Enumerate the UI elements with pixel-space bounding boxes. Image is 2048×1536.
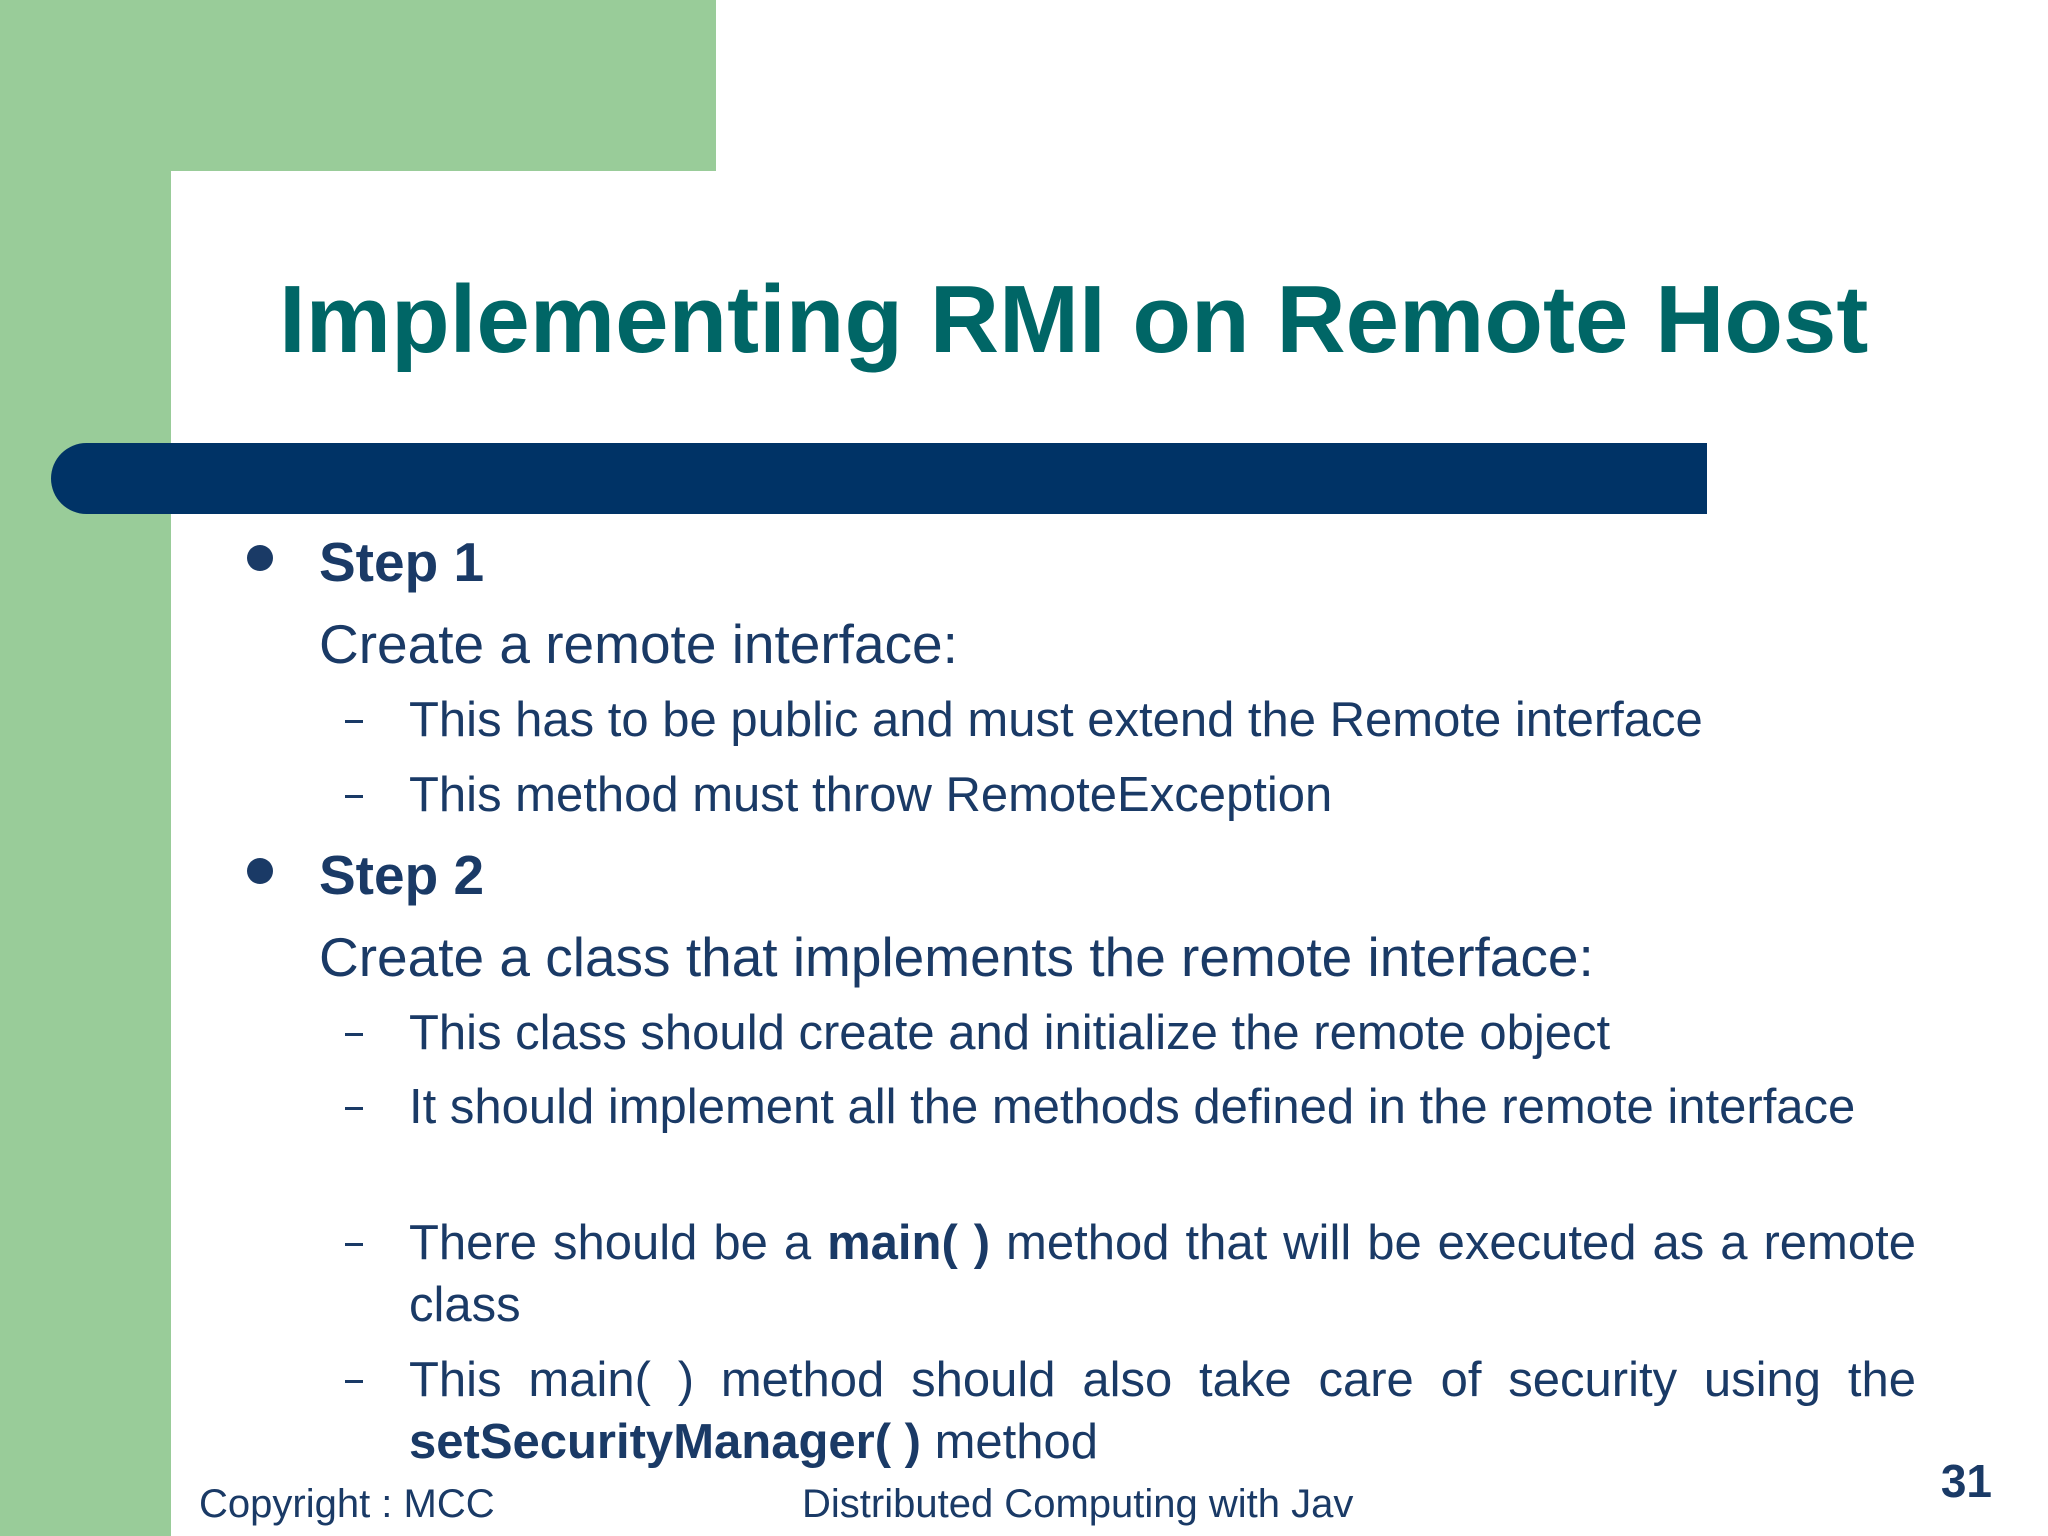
green-sidebar <box>0 0 171 1536</box>
title-underline-bar <box>51 443 1707 514</box>
step-2-item-2: It should implement all the methods defined in the remote interface <box>409 1080 1856 1134</box>
main-method-bold: main( ) <box>827 1216 991 1270</box>
dash-icon <box>345 1033 363 1036</box>
set-security-manager-bold: setSecurityManager( ) <box>409 1415 921 1469</box>
step-1-description: Create a remote interface: <box>319 613 958 675</box>
step-2-item-3: There should be a main( ) method that will be executed as a remote class <box>409 1216 1916 1332</box>
slide-title: Implementing RMI on Remote Host <box>279 266 1869 373</box>
footer-copyright: Copyright : MCC <box>199 1482 495 1526</box>
dash-icon <box>345 1380 363 1383</box>
dash-icon <box>345 795 363 798</box>
step-2-item-1: This class should create and initialize the remote object <box>409 1006 1611 1060</box>
page-number: 31 <box>1940 1455 1992 1507</box>
footer-course-title: Distributed Computing with Jav <box>802 1482 1354 1526</box>
bullet-icon <box>247 858 273 884</box>
step-1-item-2: This method must throw RemoteException <box>409 768 1333 822</box>
step-1-item-1: This has to be public and must extend the Remote interface <box>409 693 1703 747</box>
step-2-label: Step 2 <box>319 844 485 906</box>
step-2-description: Create a class that implements the remote interface: <box>319 926 1594 988</box>
dash-icon <box>345 720 363 723</box>
dash-icon <box>345 1107 363 1110</box>
step-2-item-4: This main( ) method should also take care of security using the setSecurityManager( ) method <box>409 1353 1916 1469</box>
bullet-icon <box>247 545 273 571</box>
step-1-label: Step 1 <box>319 531 485 593</box>
dash-icon <box>345 1243 363 1246</box>
